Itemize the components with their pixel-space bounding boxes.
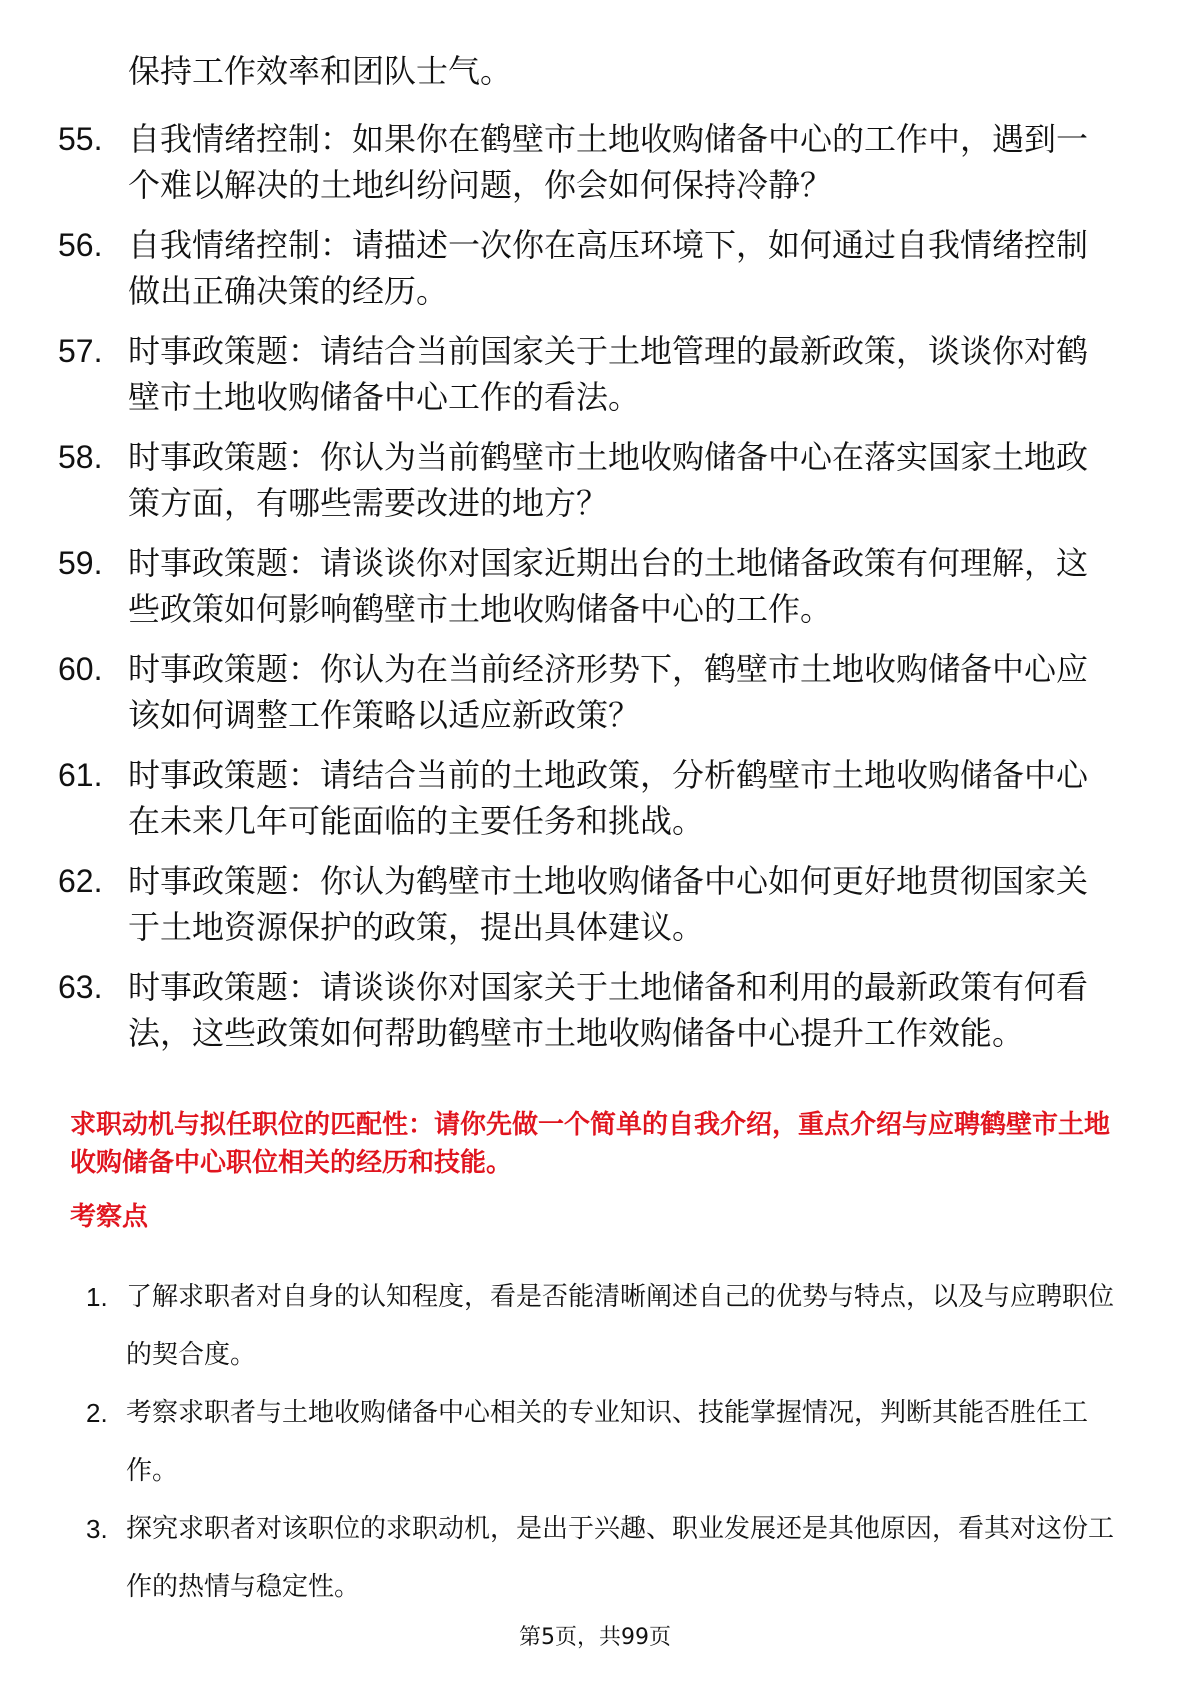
question-number: 62. xyxy=(58,863,103,899)
question-text: 自我情绪控制：如果你在鹤壁市土地收购储备中心的工作中，遇到一个难以解决的土地纠纷问题，你会如何保持冷静？ xyxy=(128,120,1089,204)
question-number: 63. xyxy=(58,969,103,1005)
question-text: 时事政策题：你认为在当前经济形势下，鹤壁市土地收购储备中心应该如何调整工作策略以适应新政策？ xyxy=(128,650,1089,734)
point-item xyxy=(0,1500,1190,1616)
question-item xyxy=(0,116,1190,208)
point-number: 3. xyxy=(86,1514,108,1544)
question-list xyxy=(0,116,1190,1070)
question-item xyxy=(0,222,1190,314)
question-number: 55. xyxy=(58,121,103,157)
assessment-points-list xyxy=(0,1268,1190,1616)
question-number: 56. xyxy=(58,227,103,263)
question-text: 时事政策题：请谈谈你对国家近期出台的土地储备政策有何理解，这些政策如何影响鹤壁市土地收购储备中心的工作。 xyxy=(128,544,1089,628)
question-item xyxy=(0,328,1190,420)
question-item xyxy=(0,434,1190,526)
question-item xyxy=(0,964,1190,1056)
point-text: 了解求职者对自身的认知程度，看是否能清晰阐述自己的优势与特点，以及与应聘职位的契合度。 xyxy=(126,1282,1115,1370)
question-text: 时事政策题：请谈谈你对国家关于土地储备和利用的最新政策有何看法，这些政策如何帮助鹤壁市土地收购储备中心提升工作效能。 xyxy=(128,968,1089,1052)
question-item xyxy=(0,540,1190,632)
question-text: 时事政策题：请结合当前国家关于土地管理的最新政策，谈谈你对鹤壁市土地收购储备中心工作的看法。 xyxy=(128,332,1089,416)
point-text: 考察求职者与土地收购储备中心相关的专业知识、技能掌握情况，判断其能否胜任工作。 xyxy=(126,1398,1089,1486)
question-number: 61. xyxy=(58,757,103,793)
question-text: 时事政策题：你认为当前鹤壁市土地收购储备中心在落实国家土地政策方面，有哪些需要改进的地方？ xyxy=(128,438,1089,522)
point-number: 2. xyxy=(86,1398,108,1428)
point-number: 1. xyxy=(86,1282,108,1312)
point-text: 探究求职者对该职位的求职动机，是出于兴趣、职业发展还是其他原因，看其对这份工作的热情与稳定性。 xyxy=(126,1514,1115,1602)
question-number: 60. xyxy=(58,651,103,687)
question-number: 57. xyxy=(58,333,103,369)
question-item xyxy=(0,646,1190,738)
question-item xyxy=(0,752,1190,844)
question-item xyxy=(0,858,1190,950)
question-number: 58. xyxy=(58,439,103,475)
question-text: 时事政策题：请结合当前的土地政策，分析鹤壁市土地收购储备中心在未来几年可能面临的主要任务和挑战。 xyxy=(128,756,1089,840)
question-text: 时事政策题：你认为鹤壁市土地收购储备中心如何更好地贯彻国家关于土地资源保护的政策，提出具体建议。 xyxy=(128,862,1089,946)
section-heading: 求职动机与拟任职位的匹配性：请你先做一个简单的自我介绍，重点介绍与应聘鹤壁市土地收购储备中心职位相关的经历和技能。 xyxy=(70,1110,1111,1178)
point-item xyxy=(0,1268,1190,1384)
question-number: 59. xyxy=(58,545,103,581)
assessment-points-label: 考察点 xyxy=(70,1202,149,1232)
continuation-text: 保持工作效率和团队士气。 xyxy=(128,52,513,90)
page-number-footer: 第5页，共99页 xyxy=(519,1625,671,1650)
point-item xyxy=(0,1384,1190,1500)
question-text: 自我情绪控制：请描述一次你在高压环境下，如何通过自我情绪控制做出正确决策的经历。 xyxy=(128,226,1089,310)
